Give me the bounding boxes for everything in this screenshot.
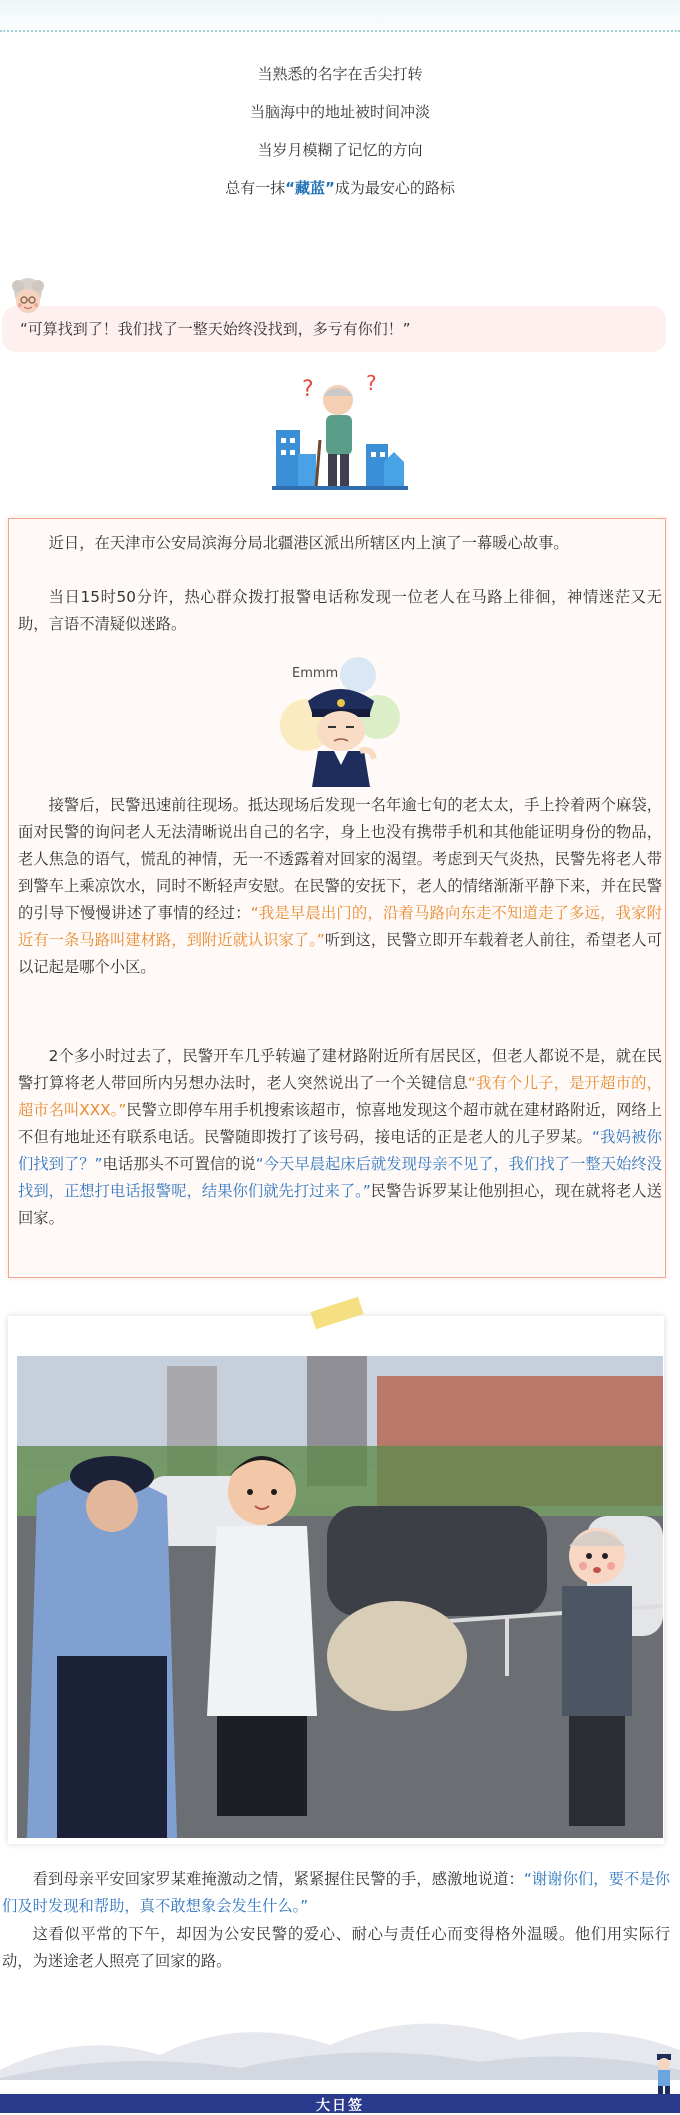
- intro-highlight: “藏蓝”: [285, 179, 335, 197]
- photo-illustration: [17, 1356, 663, 1838]
- top-decoration: [0, 0, 680, 40]
- story-paragraph-2: 当日15时50分许，热心群众拨打报警电话称发现一位老人在马路上徘徊，神情迷茫又无助，言语不清疑似迷路。: [18, 588, 662, 633]
- elder-quote-road: “我是早晨出门的，沿着马路向东走不知道走了多远，我家附近有一条马路叫建材路，到附近就认识家了。”: [18, 904, 662, 949]
- story-p3-text-a: 接警后，民警迅速前往现场。抵达现场后发现一名年逾七旬的老太太，手上拎着两个麻袋，面对民警的询问老人无法清晰说出自己的名字，身上也没有携带手机和其他能证明身份的物品，老人焦急的语气，慌乱的神情，无一不透露着对回家的渴望。考虑到天气炎热，民警先将老人带到警车上乘凉饮水，同时不断轻声安慰。在民警的安抚下，老人的情绪渐渐平静下来，并在民警的引导下慢慢讲述了事情的经过：: [18, 796, 662, 922]
- intro-line-1: 当熟悉的名字在舌尖打转: [257, 65, 423, 83]
- elder-quote-son: “我有个儿子，是开超市的，超市名叫XXX。”: [18, 1074, 662, 1119]
- police-mini-figure-icon: [652, 2052, 676, 2096]
- intro-line-4-pre: 总有一抹: [225, 179, 286, 197]
- footer-label: 大日签: [316, 2098, 364, 2114]
- son-quote-search: “今天早晨起床后就发现母亲不见了，我们找了一整天始终没找到，正想打电话报警呢，结果你们就先打过来了。”: [18, 1155, 662, 1200]
- sticker-emmm-text: Emmm: [292, 666, 339, 681]
- intro-line-4-post: 成为最安心的路标: [334, 179, 455, 197]
- story-paragraph-4: [18, 1043, 662, 1232]
- story-paragraph-3: [18, 792, 662, 981]
- thanks-quote: “谢谢你们，要不是你们及时发现和帮助，真不敢想象会发生什么。”: [2, 1870, 670, 1915]
- intro-line-4: [0, 177, 680, 198]
- svg-text:?: ?: [366, 371, 377, 395]
- grandma-avatar-icon: [6, 276, 50, 322]
- scene-photo: [17, 1356, 663, 1838]
- lost-elder-illustration: [272, 370, 408, 494]
- story-p4-text-d: 民警告诉罗某让他别担心，现在就将老人送回家。: [18, 1182, 662, 1227]
- top-dotted-divider: [0, 30, 680, 32]
- intro-line-2: 当脑海中的地址被时间冲淡: [249, 103, 430, 121]
- son-quote-found: “我妈被你们找到了？”: [18, 1128, 662, 1173]
- story-p4-text-c: 电话那头不可置信的说: [102, 1155, 256, 1173]
- story-p4-text-a: 2个多小时过去了，民警开车几乎转遍了建材路附近所有居民区，但老人都说不是，就在民警打算将老人带回所内另想办法时，老人突然说出了一个关键信息: [18, 1047, 662, 1092]
- story-paragraph-1: 近日，在天津市公安局滨海分局北疆港区派出所辖区内上演了一幕暖心故事。: [48, 534, 569, 552]
- after-paragraph-2: 这看似平常的下午，却因为公安民警的爱心、耐心与责任心而变得格外温暖。他们用实际行动，为迷途老人照亮了回家的路。: [2, 1925, 670, 1970]
- story-p4-text-b: 民警立即停车用手机搜索该超市，惊喜地发现这个超市就在建材路附近，网络上不但有地址还有联系电话。民警随即拨打了该号码，接电话的正是老人的儿子罗某。: [18, 1101, 662, 1146]
- police-thinking-sticker: [270, 655, 410, 787]
- mountain-decoration: [0, 2000, 680, 2080]
- intro-line-3: 当岁月模糊了记忆的方向: [257, 141, 423, 159]
- after-p1-text: 看到母亲平安回家罗某难掩激动之情，紧紧握住民警的手，感激地说道：: [32, 1870, 524, 1888]
- after-paragraph-1: [2, 1866, 670, 1920]
- story-p3-text-b: 听到这，民警立即开车载着老人前往，希望老人可以记起是哪个小区。: [18, 931, 662, 976]
- rescue-quote: “可算找到了！我们找了一整天始终没找到，多亏有你们！”: [20, 320, 411, 338]
- svg-text:?: ?: [302, 377, 314, 402]
